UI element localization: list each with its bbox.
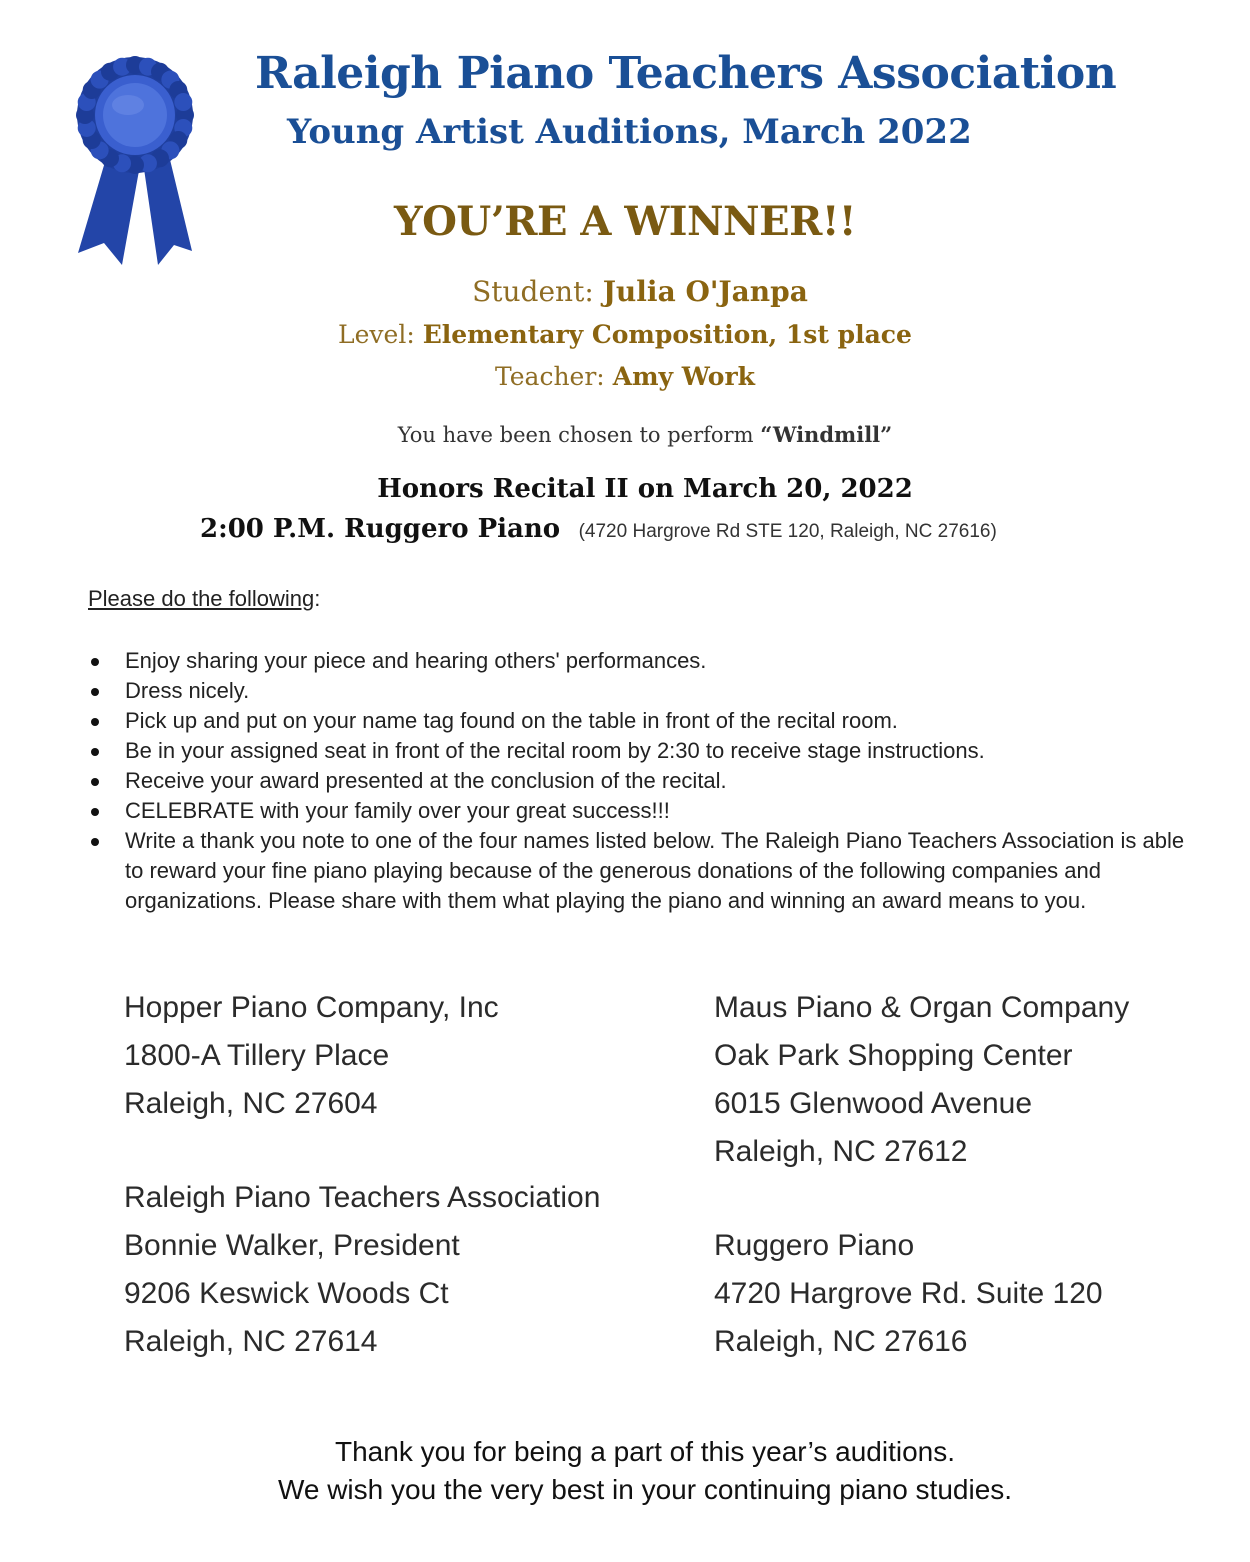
closing-message (0, 1433, 1250, 1509)
sponsor-hopper (124, 984, 499, 1128)
student-line (0, 275, 1250, 308)
sponsor-address-line: 4720 Hargrove Rd. Suite 120 (714, 1277, 1103, 1310)
teacher-line (0, 362, 1250, 391)
level-line (0, 320, 1250, 349)
instructions-heading-colon: : (314, 586, 321, 611)
list-item: CELEBRATE with your family over your great success!!! (88, 796, 1188, 826)
closing-line-2: We wish you the very best in your continuing piano studies. (277, 1474, 1013, 1505)
instructions-heading (88, 586, 320, 612)
time-venue: 2:00 P.M. Ruggero Piano (200, 514, 561, 544)
sponsor-ruggero (714, 1222, 1103, 1366)
sponsor-name: Maus Piano & Organ Company (714, 991, 1130, 1024)
level-label: Level: (338, 320, 415, 349)
list-item: Pick up and put on your name tag found on the table in front of the recital room. (88, 706, 1188, 736)
student-label: Student: (472, 275, 594, 308)
time-venue-line (200, 514, 997, 544)
venue-address: (4720 Hargrove Rd STE 120, Raleigh, NC 27616) (578, 521, 997, 542)
sponsor-maus (714, 984, 1129, 1176)
student-value: Julia O'Janpa (602, 275, 808, 308)
list-item: Dress nicely. (88, 676, 1188, 706)
sponsor-address-line: 6015 Glenwood Avenue (714, 1087, 1033, 1120)
list-item: Be in your assigned seat in front of the recital room by 2:30 to receive stage instructions. (88, 736, 1188, 766)
sponsor-rpta (124, 1174, 600, 1366)
event-title: Young Artist Auditions, March 2022 (287, 112, 972, 152)
teacher-label: Teacher: (495, 362, 605, 391)
sponsor-address-line: Raleigh, NC 27614 (124, 1325, 378, 1358)
sponsor-address-line: Bonnie Walker, President (124, 1229, 460, 1262)
sponsor-address-line: 1800-A Tillery Place (124, 1039, 390, 1072)
sponsor-name: Hopper Piano Company, Inc (124, 991, 499, 1024)
list-item: Enjoy sharing your piece and hearing others' performances. (88, 646, 1188, 676)
sponsor-address-line: Raleigh, NC 27612 (714, 1135, 968, 1168)
sponsor-address-line: Raleigh, NC 27604 (124, 1087, 378, 1120)
instructions-heading-text: Please do the following (88, 586, 315, 611)
list-item: Receive your award presented at the conclusion of the recital. (88, 766, 1188, 796)
org-title: Raleigh Piano Teachers Association (255, 48, 1117, 99)
sponsor-address-line: Raleigh, NC 27616 (714, 1325, 968, 1358)
recital-line: Honors Recital II on March 20, 2022 (377, 474, 913, 504)
perform-line (0, 422, 1250, 447)
teacher-value: Amy Work (612, 362, 755, 391)
piece-title: “Windmill” (760, 422, 893, 447)
list-item: Write a thank you note to one of the four names listed below. The Raleigh Piano Teachers Association is able to reward your fine piano playing because of the generous donations of the following companies and organizations. Please share with them what playing the piano and winning an award means to you. (88, 826, 1188, 916)
instruction-list (88, 646, 1188, 916)
sponsor-address-line: 9206 Keswick Woods Ct (124, 1277, 449, 1310)
closing-line-1: Thank you for being a part of this year’s auditions. (335, 1436, 955, 1467)
sponsor-address-line: Oak Park Shopping Center (714, 1039, 1073, 1072)
sponsor-name: Raleigh Piano Teachers Association (124, 1181, 601, 1214)
winner-headline: YOU’RE A WINNER!! (394, 198, 856, 245)
level-value: Elementary Composition, 1st place (422, 320, 912, 349)
sponsor-name: Ruggero Piano (714, 1229, 915, 1262)
chosen-text: You have been chosen to perform (397, 423, 754, 447)
